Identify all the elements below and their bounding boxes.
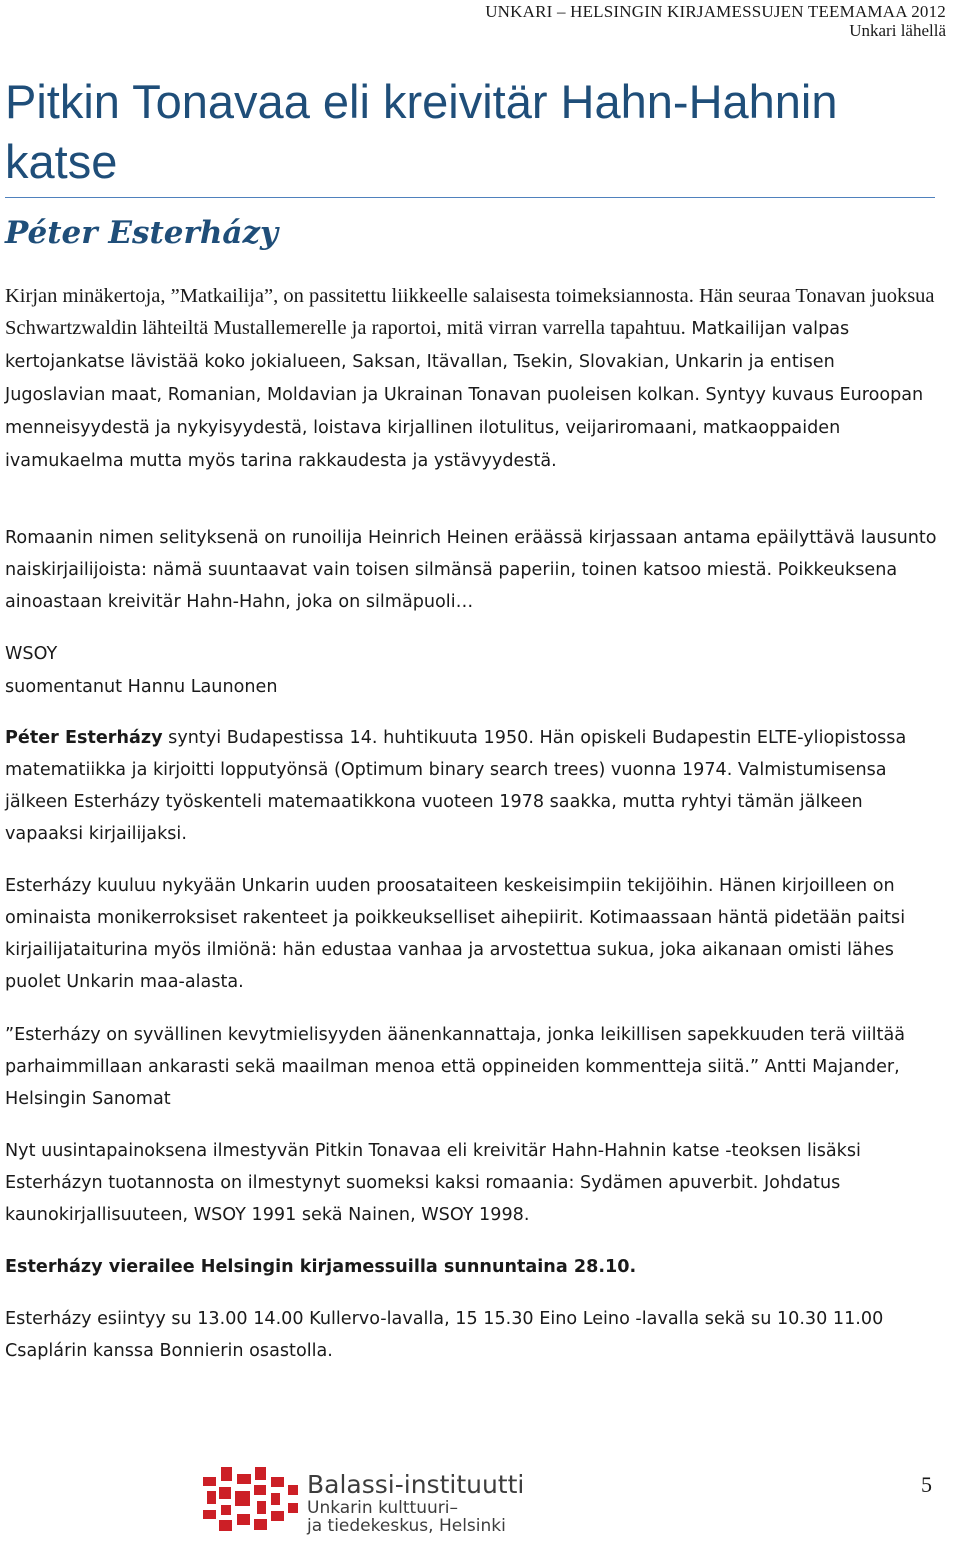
balassi-logo-emblem-icon [203, 1465, 643, 1535]
bio-text: syntyi Budapestissa 14. huhtikuuta 1950. Hän opiskeli Budapestin ELTE-yliopistossa matematiikka ja kirjoitti lopputyönsä (Optimum binary search trees) vuonna 1974. Valmistumisensa jälkeen Esterházy työskenteli matemaatikkona vuoteen 1978 saakka, mutta ryhtyi tämän jälkeen vapaaksi kirjailijaksi. [5, 728, 907, 844]
logo-line-3: ja tiedekeskus, Helsinki [307, 1516, 506, 1535]
header-subtitle: Unkari lähellä [849, 21, 946, 40]
publisher-line: WSOY [5, 644, 58, 664]
review-quote: ”Esterházy on syvällinen kevytmielisyyden äänenkannattaja, jonka leikillisen sapekkuuden terä viiltää parhaimmillaan ankarasti sekä maailman menoa että oppineiden kommentteja siitä.” Antti Majander, Helsingin Sanomat [5, 1025, 906, 1109]
balassi-institute-logo [203, 1465, 643, 1535]
translator-line: suomentanut Hannu Launonen [5, 677, 278, 697]
running-header [485, 2, 946, 41]
author-heading: Péter Esterházy [5, 215, 279, 251]
logo-line-2: Unkarin kulttuuri– [307, 1498, 458, 1518]
schedule-paragraph: Esterházy esiintyy su 13.00 14.00 Kullervo-lavalla, 15 15.30 Eino Leino -lavalla sekä su 10.30 11.00 Csaplárin kanssa Bonnierin osastolla. [5, 1309, 884, 1361]
bio-name: Péter Esterházy [5, 728, 163, 748]
bio-paragraph [5, 722, 940, 850]
visit-heading: Esterházy vierailee Helsingin kirjamessuilla sunnuntaina 28.10. [5, 1257, 637, 1277]
reprint-paragraph: Nyt uusintapainoksena ilmestyvän Pitkin Tonavaa eli kreivitär Hahn-Hahnin katse -teoksen lisäksi Esterházyn tuotannosta on ilmestynyt suomeksi kaksi romaania: Sydämen apuverbit. Johdatus kaunokirjallisuuteen, WSOY 1991 sekä Nainen, WSOY 1998. [5, 1141, 861, 1225]
intro-serif-text: Kirjan minäkertoja, ”Matkailija”, on passitettu liikkeelle salaisesta toimeksiannosta. Hän seuraa Tonavan juoksua Schwartzwaldin lähteiltä Mustallemerelle ja raportoi, mitä virran varrella tapahtuu. [5, 285, 935, 339]
title-underline [5, 197, 935, 198]
intro-paragraph [5, 280, 935, 477]
page-title: Pitkin Tonavaa eli kreivitär Hahn-Hahnin katse [5, 75, 838, 188]
title-explanation-paragraph: Romaanin nimen selityksenä on runoilija Heinrich Heinen eräässä kirjassaan antama epäilyttävä lausunto naiskirjailijoista: nämä suuntaavat vain toisen silmänsä paperiin, toinen katsoo miestä. Poikkeuksena ainoastaan kreivitär Hahn-Hahn, joka on silmäpuoli… [5, 528, 937, 612]
logo-title: Balassi-instituutti [307, 1470, 525, 1499]
status-paragraph: Esterházy kuuluu nykyään Unkarin uuden proosataiteen keskeisimpiin tekijöihin. Hänen kirjoilleen on ominaista monikerroksiset rakenteet ja poikkeukselliset aihepiirit. Kotimaassaan häntä pidetään paitsi kirjailijataiturina myös ilmiönä: hän edustaa vanhaa ja arvostettua sukua, joka aikanaan omisti lähes puolet Unkarin maa-alasta. [5, 876, 906, 992]
page-number: 5 [921, 1472, 932, 1497]
header-series-title: UNKARI – HELSINGIN KIRJAMESSUJEN TEEMAMAA 2012 [485, 2, 946, 21]
intro-sans-text: Matkailijan valpas kertojankatse lävistää koko jokialueen, Saksan, Itävallan, Tsekin, Slovakian, Unkarin ja entisen Jugoslavian maat, Romanian, Moldavian ja Ukrainan Tonavan puoleisen kolkan. Syntyy kuvaus Euroopan menneisyydestä ja nykyisyydestä, loistava kirjallinen ilotulitus, veijariromaani, matkaoppaiden ivamukaelma mutta myös tarina rakkaudesta ja ystävyydestä. [5, 319, 924, 471]
